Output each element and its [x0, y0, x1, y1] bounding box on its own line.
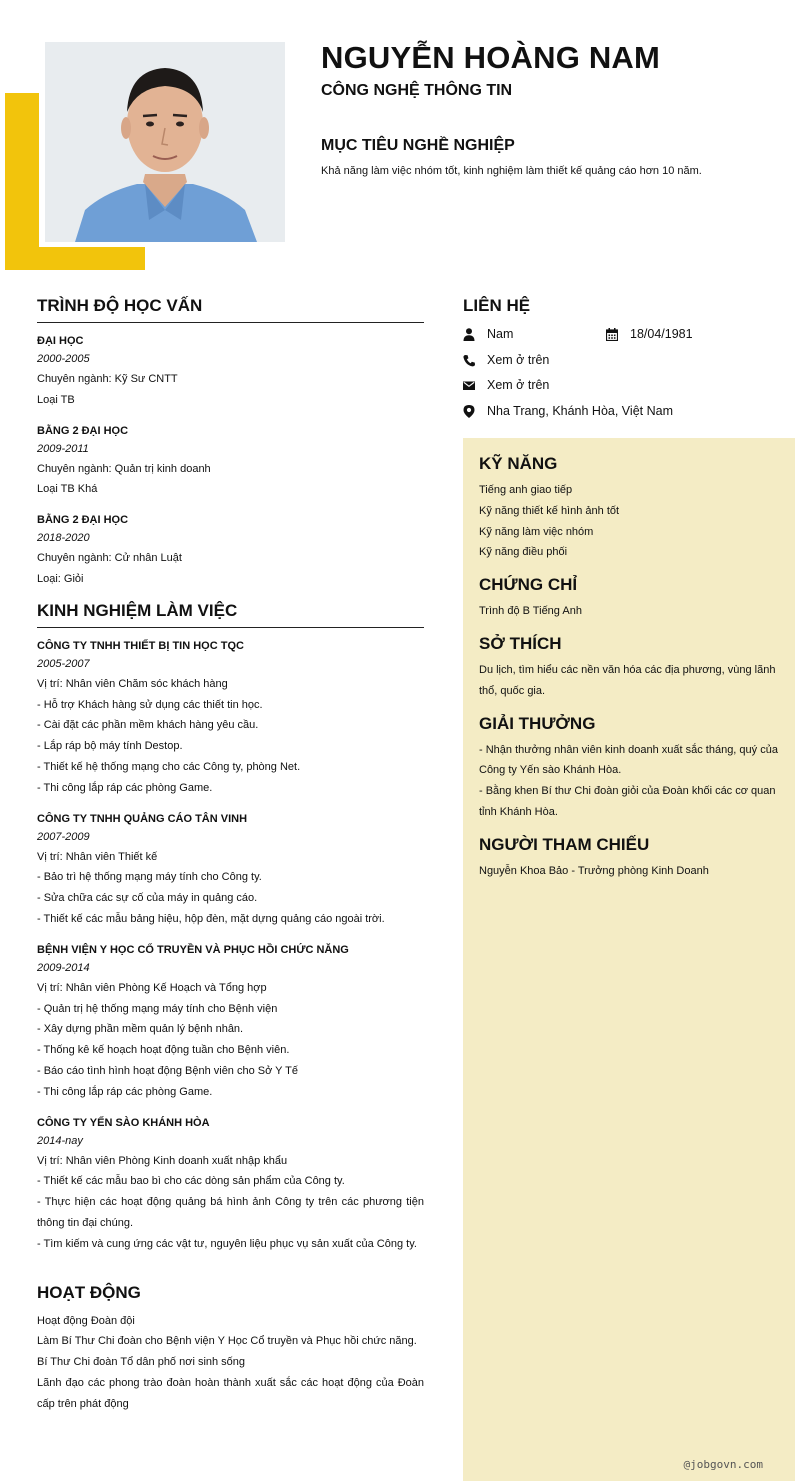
certificates-section [479, 575, 779, 622]
watermark: @jobgovn.com [683, 1458, 763, 1471]
entry-title: BẰNG 2 ĐẠI HỌC [37, 514, 129, 527]
award-item: - Bằng khen Bí thư Chi đoàn giỏi của Đoàn khối các cơ quan tỉnh Khánh Hòa. [479, 785, 776, 818]
entry-line: - Quản trị hệ thống mạng máy tính cho Bệnh viện [37, 1002, 278, 1015]
entry-date: 2014-nay [37, 1134, 83, 1147]
activities-heading: HOẠT ĐỘNG [37, 1282, 141, 1302]
entry-title: CÔNG TY TNHH THIẾT BỊ TIN HỌC TQC [37, 639, 244, 652]
birthday-value: 18/04/1981 [630, 327, 693, 341]
awards-heading: GIẢI THƯỞNG [479, 713, 596, 733]
entry-line: Vị trí: Nhân viên Thiết kế [37, 850, 158, 863]
activities-section [37, 1283, 424, 1415]
contact-heading: LIÊN HỆ [463, 296, 531, 315]
education-entry [37, 332, 424, 411]
entry-line: Loại TB [37, 393, 75, 406]
gender-value: Nam [487, 327, 514, 341]
objective-heading: MỤC TIÊU NGHỀ NGHIỆP [321, 137, 515, 154]
award-item: - Nhận thưởng nhân viên kinh doanh xuất sắc tháng, quý của Công ty Yến sào Khánh Hòa. [479, 743, 778, 777]
email-icon [463, 379, 475, 392]
references-section [479, 835, 779, 882]
activity-line: Bí Thư Chi đoàn Tổ dân phố nơi sinh sống [37, 1356, 246, 1369]
skills-section [479, 454, 779, 563]
job-title: CÔNG NGHỆ THÔNG TIN [321, 82, 513, 99]
awards-section [479, 714, 779, 823]
email-value: Xem ở trên [487, 378, 550, 392]
skill-item: Kỹ năng làm việc nhóm [479, 525, 594, 538]
references-heading: NGƯỜI THAM CHIẾU [479, 834, 650, 854]
phone-icon [463, 354, 475, 367]
entry-title: BỆNH VIỆN Y HỌC CỔ TRUYỀN VÀ PHỤC HỒI CHỨC NĂNG [37, 943, 349, 956]
entry-date: 2009-2011 [37, 442, 89, 455]
entry-line: - Xây dựng phần mềm quản lý bệnh nhân. [37, 1023, 244, 1036]
certificate-item: Trình độ B Tiếng Anh [479, 605, 582, 618]
side-panel [463, 438, 795, 1481]
hobbies-heading: SỞ THÍCH [479, 633, 562, 653]
objective-text: Khả năng làm việc nhóm tốt, kinh nghiệm làm thiết kế quảng cáo hơn 10 năm. [321, 165, 702, 177]
location-icon [463, 404, 475, 419]
entry-line: Loại TB Khá [37, 483, 98, 496]
entry-date: 2018-2020 [37, 532, 90, 545]
entry-line: - Sửa chữa các sự cố của máy in quảng cáo. [37, 892, 258, 905]
entry-line: - Thống kê kế hoạch hoạt động tuần cho Bệnh viên. [37, 1044, 290, 1057]
person-icon [463, 328, 475, 341]
activity-line: Làm Bí Thư Chi đoàn cho Bệnh viện Y Học Cổ truyền và Phục hồi chức năng. [37, 1335, 417, 1348]
contact-row-gender-birthday [463, 322, 793, 348]
experience-entry [37, 810, 424, 930]
skills-heading: KỸ NĂNG [479, 454, 558, 473]
hobby-item: Du lịch, tìm hiểu các nền văn hóa các địa phương, vùng lãnh thổ, quốc gia. [479, 663, 776, 697]
entry-title: CÔNG TY YẾN SÀO KHÁNH HÒA [37, 1116, 210, 1129]
experience-entry [37, 637, 424, 799]
entry-date: 2007-2009 [37, 830, 90, 843]
skill-item: Kỹ năng thiết kế hình ảnh tốt [479, 504, 620, 517]
entry-line: Chuyên ngành: Kỹ Sư CNTT [37, 373, 178, 385]
education-heading: TRÌNH ĐỘ HỌC VẤN [37, 296, 424, 323]
calendar-icon [606, 328, 618, 341]
entry-date: 2005-2007 [37, 657, 90, 670]
entry-line: - Tìm kiếm và cung ứng các vật tư, nguyên liệu phục vụ sản xuất của Công ty. [37, 1237, 417, 1250]
entry-line: - Báo cáo tình hình hoạt động Bệnh viên cho Sở Y Tế [37, 1064, 299, 1077]
entry-title: ĐẠI HỌC [37, 335, 84, 347]
contact-section [463, 296, 793, 424]
entry-title: CÔNG TY TNHH QUẢNG CÁO TÂN VINH [37, 812, 248, 825]
profile-photo [45, 42, 285, 242]
education-entry [37, 422, 424, 501]
entry-line: - Thi công lắp ráp các phòng Game. [37, 781, 213, 794]
activity-line: Hoạt động Đoàn đội [37, 1314, 135, 1327]
hobbies-section [479, 634, 779, 702]
entry-line: - Cài đặt các phần mềm khách hàng yêu cầu. [37, 719, 259, 732]
entry-date: 2009-2014 [37, 961, 90, 974]
candidate-name: NGUYỄN HOÀNG NAM [321, 40, 661, 75]
entry-line: Vị trí: Nhân viên Phòng Kinh doanh xuất nhập khẩu [37, 1154, 288, 1167]
contact-row-email [463, 373, 793, 399]
entry-line: - Thi công lắp ráp các phòng Game. [37, 1085, 213, 1098]
contact-row-address [463, 399, 793, 425]
entry-line: - Thiết kế các mẫu bao bì cho các dòng sản phẩm của Công ty. [37, 1175, 345, 1188]
entry-line: Chuyên ngành: Quản trị kinh doanh [37, 462, 211, 475]
entry-line: - Hỗ trợ Khách hàng sử dụng các thiết tin học. [37, 698, 263, 711]
phone-value: Xem ở trên [487, 352, 550, 367]
entry-line: - Thiết kế hệ thống mạng cho các Công ty, phòng Net. [37, 760, 301, 773]
entry-line: Vị trí: Nhân viên Phòng Kế Hoạch và Tổng hợp [37, 981, 267, 994]
entry-line: - Thực hiện các hoạt động quảng bá hình ảnh Công ty trên các phương tiện thông tin đại chúng. [37, 1196, 424, 1229]
education-section [37, 296, 424, 590]
education-entry [37, 511, 424, 590]
certificates-heading: CHỨNG CHỈ [479, 575, 578, 595]
experience-entry [37, 1114, 424, 1255]
skill-item: Kỹ năng điều phối [479, 546, 568, 559]
address-value: Nha Trang, Khánh Hòa, Việt Nam [487, 403, 673, 418]
entry-line: Loại: Giỏi [37, 572, 84, 585]
entry-line: - Thiết kế các mẫu bảng hiệu, hộp đèn, mặt dựng quảng cáo ngoài trời. [37, 912, 385, 925]
skill-item: Tiếng anh giao tiếp [479, 484, 573, 496]
entry-title: BẰNG 2 ĐẠI HỌC [37, 424, 129, 437]
entry-line: - Bảo trì hệ thống mạng máy tính cho Công ty. [37, 871, 262, 884]
activity-line: Lãnh đạo các phong trào đoàn hoàn thành xuất sắc các hoạt động của Đoàn cấp trên phát động [37, 1376, 424, 1410]
reference-item: Nguyễn Khoa Bảo - Trưởng phòng Kinh Doanh [479, 864, 709, 877]
experience-section [37, 601, 424, 1255]
contact-row-phone [463, 348, 793, 374]
entry-line: Chuyên ngành: Cử nhân Luật [37, 552, 182, 565]
experience-heading: KINH NGHIỆM LÀM VIỆC [37, 601, 424, 628]
left-column [37, 296, 424, 1415]
experience-entry [37, 941, 424, 1103]
entry-date: 2000-2005 [37, 353, 90, 365]
entry-line: Vị trí: Nhân viên Chăm sóc khách hàng [37, 677, 228, 690]
entry-line: - Lắp ráp bộ máy tính Destop. [37, 740, 183, 753]
